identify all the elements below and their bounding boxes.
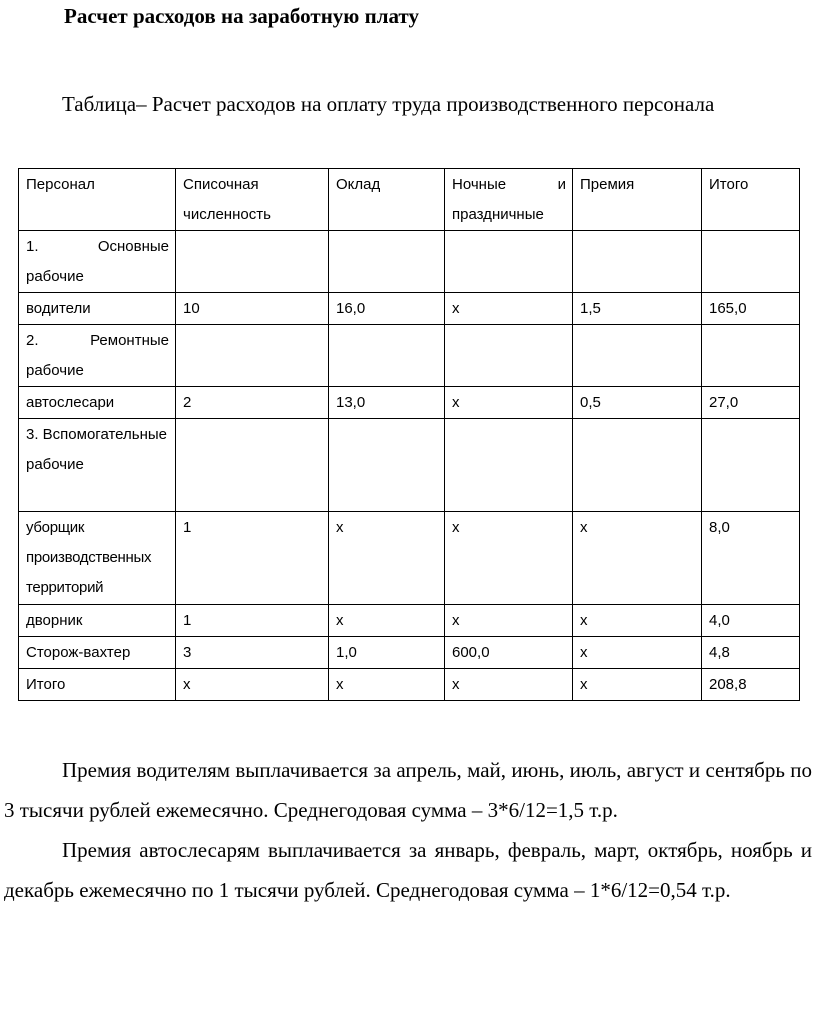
row-cell: 3 (176, 637, 329, 669)
row-cell: х (445, 512, 573, 605)
row-cell (445, 325, 573, 387)
row-cell-personnel: уборщик производственных территорий (19, 512, 176, 605)
row-cell: 4,8 (702, 637, 800, 669)
row-cell (702, 231, 800, 293)
salary-table (18, 168, 800, 701)
paragraph-drivers-bonus: Премия водителям выплачивается за апрель, май, июнь, июль, август и сентябрь по 3 тысячи рублей ежемесячно. Среднегодовая сумма – 3*6/12=1,5 т.р. (4, 758, 812, 822)
paragraph-mechanics-bonus: Премия автослесарям выплачивается за январь, февраль, март, октябрь, ноябрь и декабрь ежемесячно по 1 тысячи рублей. Среднегодовая сумма – 1*6/12=0,54 т.р. (4, 838, 812, 902)
row-cell: 165,0 (702, 293, 800, 325)
header-headcount: Списочная численность (176, 169, 329, 231)
header-total: Итого (702, 169, 800, 231)
row-cell (573, 419, 702, 512)
row-cell (329, 231, 445, 293)
row-cell: х (329, 512, 445, 605)
row-cell: 0,5 (573, 387, 702, 419)
row-cell (445, 231, 573, 293)
row-cell: 13,0 (329, 387, 445, 419)
row-cell-personnel: автослесари (19, 387, 176, 419)
row-cell-personnel (19, 325, 176, 387)
table-row (19, 387, 800, 419)
table-row (19, 231, 800, 293)
row-cell: 208,8 (702, 669, 800, 701)
row-cell (329, 325, 445, 387)
row-cell: х (176, 669, 329, 701)
table-caption: Таблица– Расчет расходов на оплату труда производственного персонала (62, 92, 715, 116)
row-cell-personnel: Сторож-вахтер (19, 637, 176, 669)
row-cell: 27,0 (702, 387, 800, 419)
table-total-row (19, 669, 800, 701)
row-cell-personnel: водители (19, 293, 176, 325)
row-cell: х (573, 669, 702, 701)
body-text (4, 750, 812, 910)
row-cell: 4,0 (702, 605, 800, 637)
row-cell: х (573, 637, 702, 669)
row-cell (702, 325, 800, 387)
row-cell (445, 419, 573, 512)
row-cell: 1,0 (329, 637, 445, 669)
row-cell: х (329, 669, 445, 701)
row-cell: 2 (176, 387, 329, 419)
document-heading: Расчет расходов на заработную плату (64, 4, 419, 28)
header-personnel: Персонал (19, 169, 176, 231)
header-bonus: Премия (573, 169, 702, 231)
row-cell (702, 419, 800, 512)
row-cell (176, 419, 329, 512)
row-cell: х (445, 387, 573, 419)
row-cell (176, 325, 329, 387)
row-cell (176, 231, 329, 293)
row-cell-personnel (19, 231, 176, 293)
row-cell: 1,5 (573, 293, 702, 325)
header-night-holiday (445, 169, 573, 231)
table-header-row (19, 169, 800, 231)
row-cell: 16,0 (329, 293, 445, 325)
table-row (19, 325, 800, 387)
table-row (19, 293, 800, 325)
group-label-repair-workers: 2. Ремонтные рабочие (26, 332, 169, 379)
row-cell: х (329, 605, 445, 637)
row-cell: х (573, 605, 702, 637)
row-cell (573, 231, 702, 293)
table-row (19, 637, 800, 669)
row-cell-personnel: 3. Вспомогательные рабочие (19, 419, 176, 512)
row-cell: х (445, 293, 573, 325)
group-label-main-workers: 1. Основные рабочие (26, 238, 169, 285)
row-cell-personnel: дворник (19, 605, 176, 637)
table-row (19, 419, 800, 512)
row-cell: х (573, 512, 702, 605)
header-night-holiday-text: Ночные и праздничные (452, 176, 566, 223)
row-cell: 8,0 (702, 512, 800, 605)
row-cell: 1 (176, 605, 329, 637)
row-cell: 1 (176, 512, 329, 605)
row-cell (329, 419, 445, 512)
row-cell-personnel: Итого (19, 669, 176, 701)
row-cell (573, 325, 702, 387)
row-cell: 10 (176, 293, 329, 325)
header-salary: Оклад (329, 169, 445, 231)
row-cell: х (445, 669, 573, 701)
row-cell: х (445, 605, 573, 637)
table-row (19, 512, 800, 605)
row-cell: 600,0 (445, 637, 573, 669)
table-row (19, 605, 800, 637)
